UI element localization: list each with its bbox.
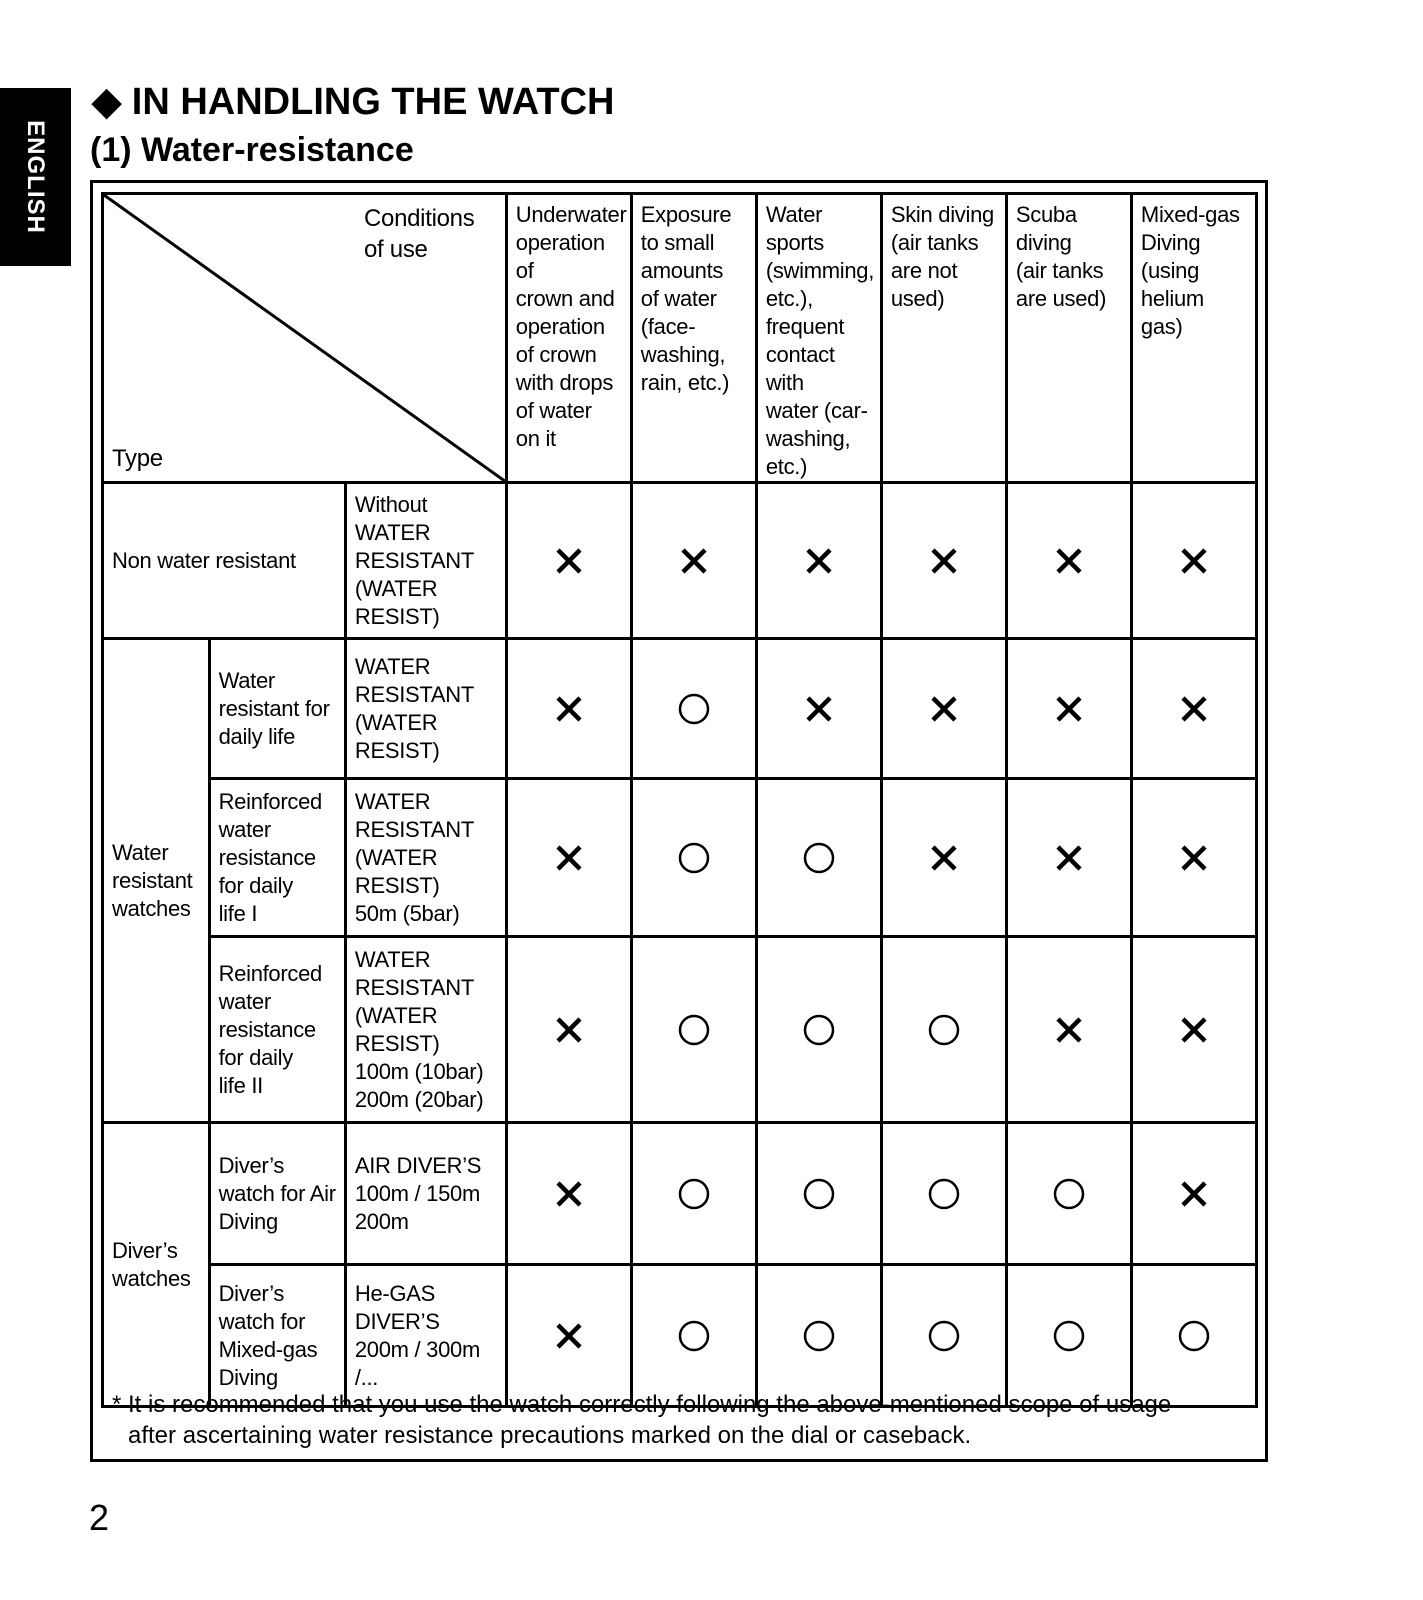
group-label-non-water-resistant: Non water resistant bbox=[103, 483, 346, 639]
mark-cell bbox=[506, 1265, 631, 1407]
mark-cell bbox=[631, 483, 756, 639]
footnote bbox=[112, 1389, 1252, 1451]
water-resistance-table bbox=[101, 192, 1258, 1408]
mark-cell bbox=[506, 1123, 631, 1265]
mark-cell bbox=[1006, 639, 1131, 779]
mark-cell bbox=[1006, 779, 1131, 937]
mark-cell bbox=[1006, 483, 1131, 639]
suitable-circle-icon bbox=[676, 840, 712, 876]
mark-cell bbox=[506, 639, 631, 779]
mark-cell bbox=[1131, 937, 1256, 1123]
mark-cell bbox=[756, 779, 881, 937]
mark-cell bbox=[881, 483, 1006, 639]
table-row bbox=[103, 483, 1257, 639]
condition-header-4: Skin diving (air tanks are not used) bbox=[881, 194, 1006, 483]
mark-cell bbox=[1006, 937, 1131, 1123]
type-label: Type bbox=[112, 445, 163, 472]
group-label-divers-watches: Diver’s watches bbox=[103, 1123, 210, 1407]
not-suitable-cross-icon bbox=[551, 543, 587, 579]
not-suitable-cross-icon bbox=[1176, 840, 1212, 876]
mark-cell bbox=[1006, 1265, 1131, 1407]
suitable-circle-icon bbox=[926, 1318, 962, 1354]
condition-header-6: Mixed-gas Diving (using helium gas) bbox=[1131, 194, 1256, 483]
suitable-circle-icon bbox=[676, 1318, 712, 1354]
condition-header-1: Underwater operation of crown and operation of crown with drops of water on it bbox=[506, 194, 631, 483]
subtype-cell: Reinforced water resistance for daily life I bbox=[209, 779, 345, 937]
not-suitable-cross-icon bbox=[551, 1176, 587, 1212]
not-suitable-cross-icon bbox=[676, 543, 712, 579]
conditions-of-use-label: Conditions of use bbox=[364, 205, 475, 263]
mark-cell bbox=[881, 937, 1006, 1123]
mark-cell bbox=[506, 779, 631, 937]
suitable-circle-icon bbox=[926, 1176, 962, 1212]
suitable-circle-icon bbox=[801, 1012, 837, 1048]
mark-cell bbox=[1131, 779, 1256, 937]
mark-cell bbox=[1006, 1123, 1131, 1265]
suitable-circle-icon bbox=[676, 1176, 712, 1212]
mark-cell bbox=[881, 779, 1006, 937]
footnote-line-2: after ascertaining water resistance precautions marked on the dial or caseback. bbox=[128, 1422, 972, 1449]
table-row bbox=[103, 639, 1257, 779]
mark-cell bbox=[506, 483, 631, 639]
table-row bbox=[103, 779, 1257, 937]
not-suitable-cross-icon bbox=[1051, 1012, 1087, 1048]
section-title: ◆ IN HANDLING THE WATCH bbox=[92, 81, 615, 123]
not-suitable-cross-icon bbox=[1176, 1176, 1212, 1212]
table-row bbox=[103, 1265, 1257, 1407]
not-suitable-cross-icon bbox=[1051, 543, 1087, 579]
mark-cell bbox=[756, 1265, 881, 1407]
mark-cell bbox=[756, 937, 881, 1123]
subtype-cell: Diver’s watch for Mixed-gas Diving bbox=[209, 1265, 345, 1407]
language-tab bbox=[0, 88, 71, 266]
suitable-circle-icon bbox=[1176, 1318, 1212, 1354]
marking-cell: WATER RESISTANT (WATER RESIST) 100m (10bar) 200m (20bar) bbox=[345, 937, 506, 1123]
not-suitable-cross-icon bbox=[926, 691, 962, 727]
mark-cell bbox=[881, 1123, 1006, 1265]
not-suitable-cross-icon bbox=[1051, 691, 1087, 727]
mark-cell bbox=[1131, 1265, 1256, 1407]
not-suitable-cross-icon bbox=[926, 543, 962, 579]
suitable-circle-icon bbox=[676, 1012, 712, 1048]
not-suitable-cross-icon bbox=[926, 840, 962, 876]
corner-header-cell bbox=[103, 194, 507, 483]
mark-cell bbox=[1131, 639, 1256, 779]
mark-cell bbox=[631, 1123, 756, 1265]
not-suitable-cross-icon bbox=[801, 691, 837, 727]
mark-cell bbox=[506, 937, 631, 1123]
page-number: 2 bbox=[89, 1497, 110, 1538]
suitable-circle-icon bbox=[1051, 1176, 1087, 1212]
marking-cell: He-GAS DIVER’S 200m / 300m /... bbox=[345, 1265, 506, 1407]
mark-cell bbox=[881, 639, 1006, 779]
subsection-title: (1) Water-resistance bbox=[90, 131, 414, 169]
suitable-circle-icon bbox=[676, 691, 712, 727]
suitable-circle-icon bbox=[801, 1176, 837, 1212]
suitable-circle-icon bbox=[926, 1012, 962, 1048]
table-row bbox=[103, 1123, 1257, 1265]
not-suitable-cross-icon bbox=[551, 1012, 587, 1048]
mark-cell bbox=[631, 1265, 756, 1407]
not-suitable-cross-icon bbox=[1176, 1012, 1212, 1048]
mark-cell bbox=[881, 1265, 1006, 1407]
not-suitable-cross-icon bbox=[551, 691, 587, 727]
not-suitable-cross-icon bbox=[1176, 543, 1212, 579]
not-suitable-cross-icon bbox=[551, 840, 587, 876]
language-tab-label: ENGLISH bbox=[22, 120, 49, 234]
table-row bbox=[103, 937, 1257, 1123]
group-label-water-resistant-watches: Water resistant watches bbox=[103, 639, 210, 1123]
condition-header-2: Exposure to small amounts of water (face- washing, rain, etc.) bbox=[631, 194, 756, 483]
header-row bbox=[103, 194, 1257, 483]
condition-header-5: Scuba diving (air tanks are used) bbox=[1006, 194, 1131, 483]
marking-cell: AIR DIVER’S 100m / 150m 200m bbox=[345, 1123, 506, 1265]
footnote-asterisk: * bbox=[112, 1391, 122, 1418]
suitable-circle-icon bbox=[801, 1318, 837, 1354]
mark-cell bbox=[1131, 1123, 1256, 1265]
mark-cell bbox=[631, 639, 756, 779]
subtype-cell: Water resistant for daily life bbox=[209, 639, 345, 779]
mark-cell bbox=[756, 639, 881, 779]
not-suitable-cross-icon bbox=[551, 1318, 587, 1354]
subtype-cell: Reinforced water resistance for daily life II bbox=[209, 937, 345, 1123]
footnote-line-1: It is recommended that you use the watch correctly following the above-mentioned scope of usage bbox=[128, 1391, 1172, 1418]
mark-cell bbox=[756, 483, 881, 639]
condition-header-3: Water sports (swimming, etc.), frequent contact with water (car- washing, etc.) bbox=[756, 194, 881, 483]
mark-cell bbox=[631, 779, 756, 937]
marking-cell: WATER RESISTANT (WATER RESIST) bbox=[345, 639, 506, 779]
not-suitable-cross-icon bbox=[1051, 840, 1087, 876]
suitable-circle-icon bbox=[1051, 1318, 1087, 1354]
not-suitable-cross-icon bbox=[1176, 691, 1212, 727]
mark-cell bbox=[631, 937, 756, 1123]
marking-cell: WATER RESISTANT (WATER RESIST) 50m (5bar) bbox=[345, 779, 506, 937]
suitable-circle-icon bbox=[801, 840, 837, 876]
marking-cell: Without WATER RESISTANT (WATER RESIST) bbox=[345, 483, 506, 639]
mark-cell bbox=[756, 1123, 881, 1265]
subtype-cell: Diver’s watch for Air Diving bbox=[209, 1123, 345, 1265]
not-suitable-cross-icon bbox=[801, 543, 837, 579]
mark-cell bbox=[1131, 483, 1256, 639]
